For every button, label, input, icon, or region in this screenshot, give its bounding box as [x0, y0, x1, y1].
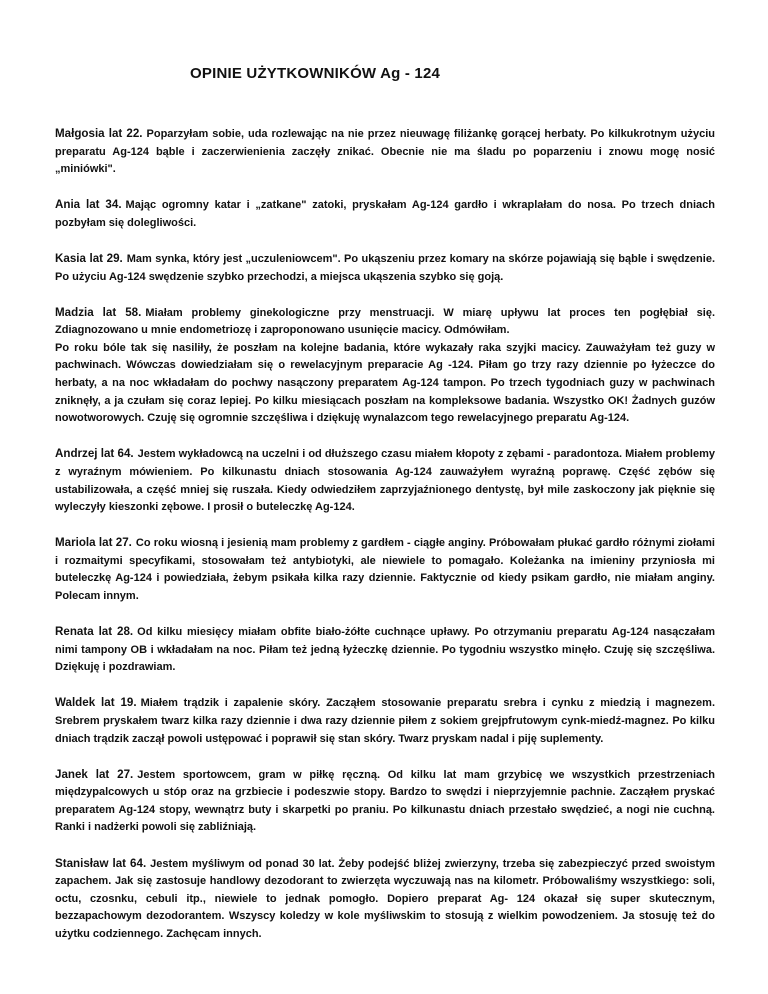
opinion-text: Miałam problemy ginekologiczne przy menstruacji. W miarę upływu lat proces ten pogłębiał się. Zdiagnozowano u mnie endometriozę i zaproponowano usunięcie macicy. Odmówiłam. — [55, 306, 716, 337]
opinion-author: Waldek lat 19. — [55, 696, 137, 710]
opinion-malgosia — [55, 125, 715, 179]
opinion-author: Kasia lat 29. — [55, 251, 123, 265]
opinion-text: Jestem wykładowcą na uczelni i od dłuższego czasu miałem kłopoty z zębami - paradontoza. Miałem problemy z wyraźnym mówieniem. Po kilkunastu dniach stosowania Ag-124 zauważyłem wyraźną poprawę. Część zębów się ustabilizowała, a część mniej się ruszała. Kiedy odwiedziłem zaprzyjaźnionego dentystę, był mile zaskoczony jak pięknie się wyleczyły kieszonki zębowe. I prosił o buteleczkę Ag-124. — [55, 448, 715, 514]
opinion-author: Mariola lat 27. — [55, 536, 132, 550]
opinion-renata — [55, 623, 715, 677]
opinion-waldek — [55, 694, 715, 748]
opinion-text-continued: Po roku bóle tak się nasiliły, że poszłam na kolejne badania, które wykazały raka szyjki macicy. Zauważyłam też guzy w pachwinach. Wówczas dowiedziałam się o rewelacyjnym preparacie Ag -124. Piłam go trzy razy dziennie po łyżeczce do herbaty, a na noc wkładałam do pochwy nasączony preparatem Ag-124 tampon. Po trzech tygodniach guzy w pachwinach zniknęły, a ja czułam się coraz lepiej. Po kilku miesiącach poszłam na kompleksowe badania. Wszystko OK! Żadnych guzów nowotworowych. Czuję się ogromnie szczęśliwa i dziękuję wynalazcom tego rewelacyjnego preparatu Ag-124. — [55, 341, 715, 425]
opinion-stanislaw — [55, 855, 715, 944]
opinion-andrzej — [55, 445, 715, 516]
opinion-author: Renata lat 28. — [55, 625, 134, 639]
page-title: OPINIE UŻYTKOWNIKÓW Ag - 124 — [190, 65, 441, 82]
opinion-janek — [55, 766, 715, 837]
opinion-madzia — [55, 304, 715, 428]
opinions-list — [55, 125, 715, 961]
opinion-author: Stanisław lat 64. — [55, 856, 147, 870]
opinion-mariola — [55, 534, 715, 605]
opinion-text: Co roku wiosną i jesienią mam problemy z gardłem - ciągłe anginy. Próbowałam płukać gardło różnymi ziołami i rozmaitymi specyfikami, stosowałam też antybiotyki, ale niewiele to pomagało. Koleżanka na imieniny przyniosła mi buteleczkę Ag-124 i powiedziała, żebym psikała kilka razy dziennie. Faktycznie od kiedy psikam gardło, nie miałam anginy. Polecam innym. — [55, 537, 715, 602]
opinion-text: Jestem sportowcem, gram w piłkę ręczną. Od kilku lat mam grzybicę we wszystkich przestrzeniach międzypalcowych u stóp oraz na grzbiecie i podeszwie stopy. Bardzo to swędzi i nieprzyjemnie pachnie. Zacząłem pryskać preparatem Ag-124 stopy, wewnątrz buty i skarpetki po praniu. Po kilkunastu dniach przestało swędzieć, a nogi nie cuchną. Ranki i nadżerki powoli się zabliźniają. — [55, 768, 715, 834]
opinion-text: Jestem myśliwym od ponad 30 lat. Żeby podejść bliżej zwierzyny, trzeba się zabezpieczyć przed swoistym zapachem. Jak się zastosuje handlowy dezodorant to zwierzęta wyczuwają nas na kilometr. Próbowaliśmy wszystkiego: soli, octu, czosnku, cebuli itp., niewiele to jednak pomogło. Dopiero preparat Ag- 124 okazał się super skutecznym, bezzapachowym dezodorantem. Wszyscy koledzy w kole myśliwskim to stosują z wielkim powodzeniem. Ja stosuję też do użytku codziennego. Zachęcam innych. — [55, 857, 715, 940]
opinion-ania — [55, 196, 715, 232]
opinion-author: Ania lat 34. — [55, 198, 122, 212]
opinion-text: Mam synka, który jest „uczuleniowcem". Po ukąszeniu przez komary na skórze pojawiają się bąble i swędzenie. Po użyciu Ag-124 swędzenie szybko przechodzi, a miejsca ukąszenia szybko się goją. — [55, 252, 715, 283]
opinion-author: Małgosia lat 22. — [55, 127, 143, 140]
opinion-author: Andrzej lat 64. — [55, 447, 134, 461]
opinion-author: Madzia lat 58. — [55, 305, 142, 319]
opinion-text: Miałem trądzik i zapalenie skóry. Zacząłem stosowanie preparatu srebra i cynku z miedzią i magnezem. Srebrem pryskałem twarz kilka razy dziennie i dwa razy dziennie piłem z sokiem grejpfrutowym cynk-miedź-magnez. Po kilku dniach trądzik zaczął powoli ustępować i poprawił się stan skóry. Twarz pryskam nadal i piję suplementy. — [55, 697, 715, 745]
opinion-kasia — [55, 250, 715, 286]
opinion-text: Od kilku miesięcy miałam obfite biało-żółte cuchnące upławy. Po otrzymaniu preparatu Ag-124 nasączałam nimi tampony OB i wkładałam na noc. Piłam też jedną łyżeczkę dziennie. Po tygodniu wszystko minęło. Czuję się szczęśliwa. Dziękuję i pozdrawiam. — [55, 626, 715, 674]
opinion-text: Poparzyłam sobie, uda rozlewając na nie przez nieuwagę filiżankę gorącej herbaty. Po kilkukrotnym użyciu preparatu Ag-124 bąble i zaczerwienienia zaczęły znikać. Obecnie nie ma śladu po poparzeniu i znowu mogę nosić „miniówki". — [55, 128, 715, 176]
opinion-author: Janek lat 27. — [55, 767, 134, 781]
opinion-text: Mając ogromny katar i „zatkane" zatoki, pryskałam Ag-124 gardło i wkraplałam do nosa. Po trzech dniach pozbyłam się dolegliwości. — [55, 199, 715, 229]
